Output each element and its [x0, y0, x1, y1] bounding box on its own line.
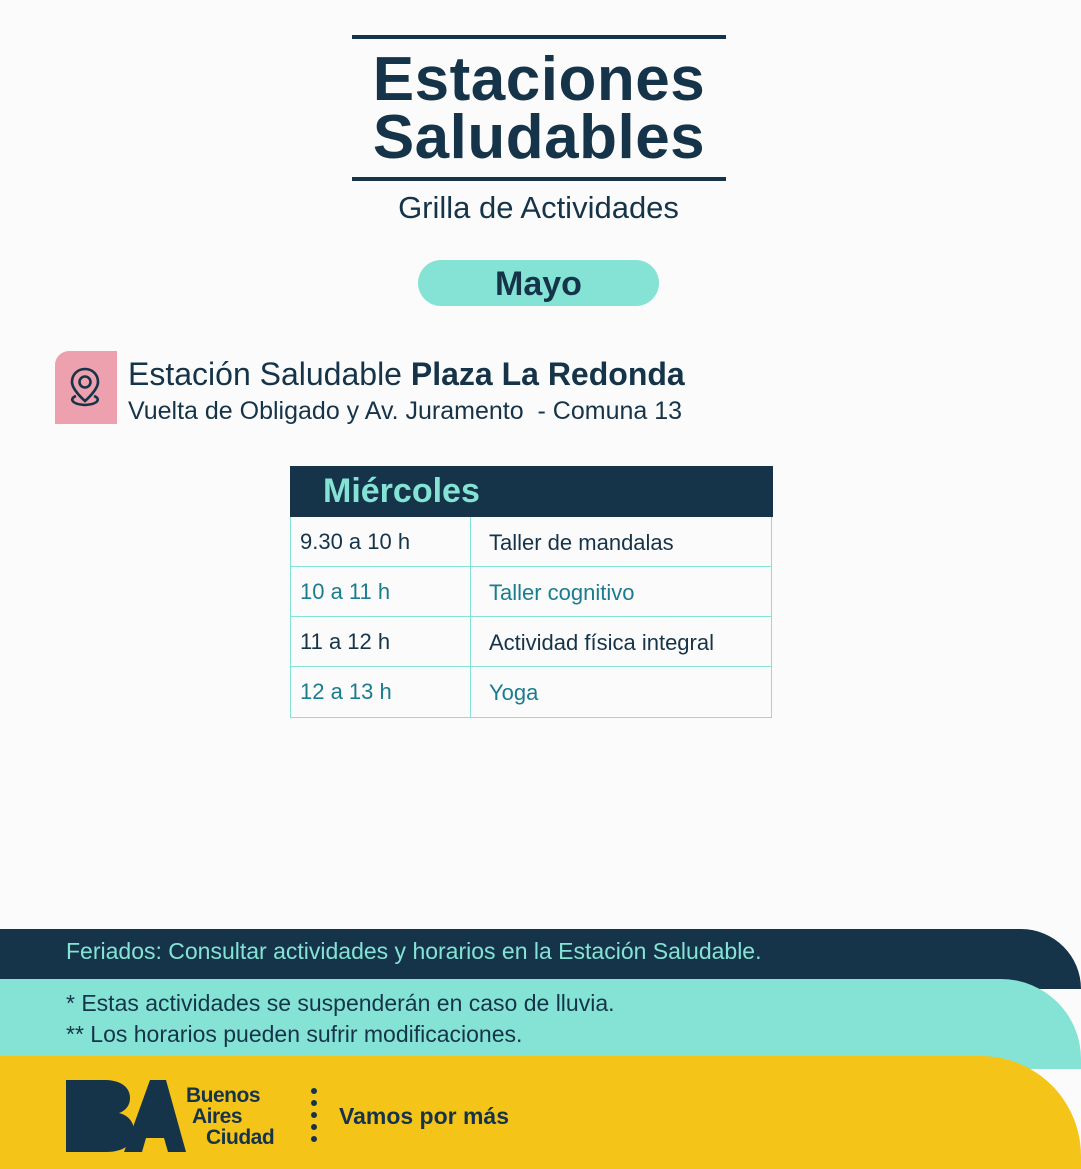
rain-notice: * Estas actividades se suspenderán en caso de lluvia. [66, 990, 615, 1016]
station-address: Vuelta de Obligado y Av. Juramento - Comuna 13 [128, 397, 683, 425]
month-badge: Mayo [418, 260, 659, 306]
ba-wordmark [186, 1085, 274, 1148]
table-row [291, 667, 771, 718]
title-line-1: Estaciones [372, 45, 706, 114]
map-pin-icon [67, 365, 103, 409]
brand-line-3: Ciudad [206, 1126, 275, 1149]
slogan: Vamos por más [339, 1103, 510, 1129]
station-name [128, 356, 685, 393]
row-activity: Yoga [489, 680, 539, 705]
station-place: Plaza La Redonda [410, 356, 685, 392]
page-title [352, 39, 726, 177]
row-time: 12 a 13 h [291, 667, 471, 717]
schedule-day-header: Miércoles [290, 466, 773, 517]
title-line-2: Saludables [372, 103, 706, 172]
location-badge [55, 351, 117, 424]
schedule-rows [290, 517, 772, 718]
separator-dots [311, 1088, 317, 1148]
table-row [291, 567, 771, 617]
ba-logo [64, 1078, 186, 1154]
schedule-change-notice: ** Los horarios pueden sufrir modificaciones. [66, 1021, 523, 1047]
title-bottom-rule [352, 177, 726, 181]
row-time: 10 a 11 h [291, 567, 471, 616]
row-activity: Taller cognitivo [489, 580, 635, 605]
schedule-table [290, 466, 773, 718]
table-row [291, 517, 771, 567]
title-block [352, 35, 726, 181]
table-row [291, 617, 771, 667]
page-subtitle: Grilla de Actividades [398, 190, 679, 225]
row-activity: Taller de mandalas [489, 530, 674, 555]
brand-line-2: Aires [192, 1105, 243, 1128]
row-activity: Actividad física integral [489, 630, 714, 655]
station-prefix: Estación Saludable [128, 356, 411, 392]
row-time: 9.30 a 10 h [291, 517, 471, 566]
brand-line-1: Buenos [186, 1084, 261, 1107]
row-time: 11 a 12 h [291, 617, 471, 666]
holidays-notice: Feriados: Consultar actividades y horarios en la Estación Saludable. [66, 938, 762, 964]
